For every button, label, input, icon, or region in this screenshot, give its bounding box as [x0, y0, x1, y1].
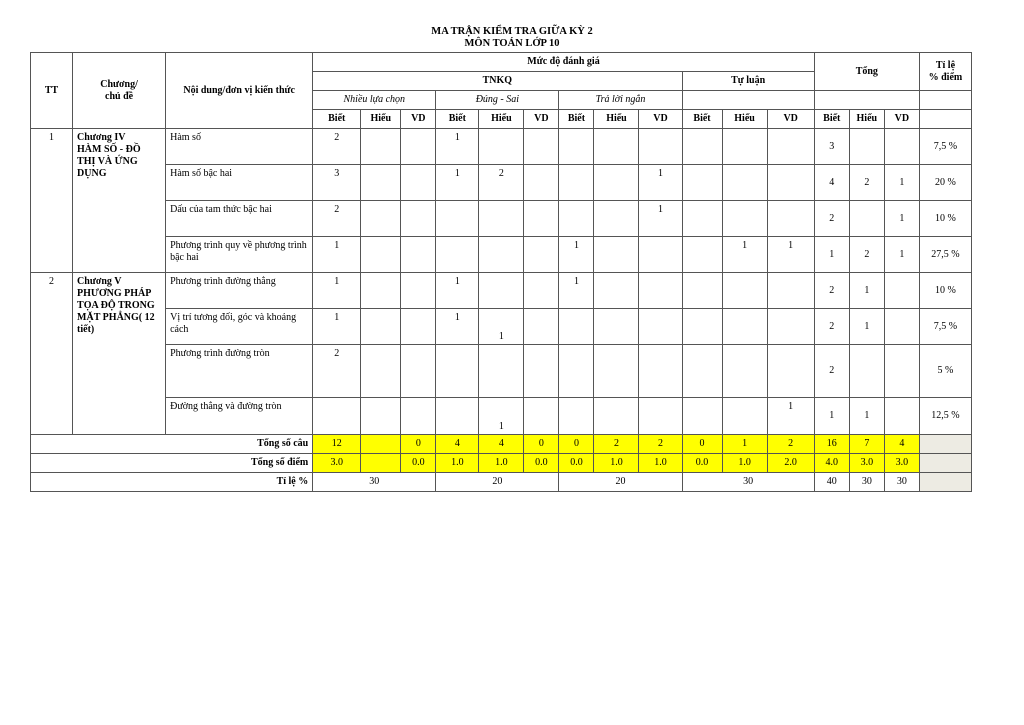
count-cell: 1: [479, 398, 524, 435]
ratio-cell: 7,5 %: [919, 309, 971, 345]
header-chapter: [73, 53, 166, 129]
header-blank: [814, 91, 919, 110]
count-cell: 1: [436, 273, 479, 309]
count-cell: [401, 129, 436, 165]
content-cell: Hàm số: [166, 129, 313, 165]
header-understand: Hiểu: [849, 110, 884, 129]
total-cell: 3: [814, 129, 849, 165]
total-cell: 1: [814, 237, 849, 273]
count-cell: [559, 165, 594, 201]
header-multiple-choice: Nhiều lựa chọn: [313, 91, 436, 110]
total-cell: [849, 201, 884, 237]
count-cell: [682, 201, 722, 237]
content-cell: Phương trình quy về phương trình bậc hai: [166, 237, 313, 273]
count-cell: [401, 237, 436, 273]
count-cell: [479, 345, 524, 398]
total-points-cell: 3.0: [849, 454, 884, 473]
total-points-cell: 0.0: [559, 454, 594, 473]
header-blank: [919, 91, 971, 110]
total-questions-cell: 2: [639, 435, 682, 454]
header-essay: Tự luận: [682, 72, 814, 91]
total-points-cell: 0.0: [401, 454, 436, 473]
count-cell: [436, 345, 479, 398]
count-cell: [559, 129, 594, 165]
header-apply: VD: [524, 110, 559, 129]
count-cell: [767, 129, 814, 165]
header-total: Tổng: [814, 53, 919, 91]
header-apply: VD: [884, 110, 919, 129]
total-cell: [884, 309, 919, 345]
count-cell: [524, 309, 559, 345]
header-ratio: [919, 53, 971, 91]
count-cell: [682, 237, 722, 273]
count-cell: [361, 273, 401, 309]
header-ratio-line1: Tỉ lệ: [935, 59, 956, 71]
count-cell: [594, 273, 639, 309]
ratio-cell: 7,5 %: [919, 129, 971, 165]
count-cell: [479, 273, 524, 309]
count-cell: [682, 309, 722, 345]
count-cell: [559, 309, 594, 345]
content-cell: Phương trình đường thẳng: [166, 273, 313, 309]
count-cell: [361, 129, 401, 165]
header-chapter-line1: Chương/: [100, 78, 138, 90]
total-points-cell: 1.0: [594, 454, 639, 473]
count-cell: 2: [479, 165, 524, 201]
count-cell: [401, 273, 436, 309]
chapter-cell: [73, 129, 166, 273]
count-cell: [401, 165, 436, 201]
header-apply: VD: [401, 110, 436, 129]
total-questions-blank: [919, 435, 971, 454]
total-cell: 1: [849, 398, 884, 435]
header-understand: Hiểu: [361, 110, 401, 129]
count-cell: 1: [559, 237, 594, 273]
total-questions-cell: 12: [313, 435, 361, 454]
ratio-label: Tỉ lệ %: [31, 473, 313, 492]
ratio-cell: 27,5 %: [919, 237, 971, 273]
count-cell: [722, 309, 767, 345]
count-cell: [361, 201, 401, 237]
header-know: Biết: [313, 110, 361, 129]
count-cell: [639, 237, 682, 273]
total-cell: [884, 273, 919, 309]
count-cell: [767, 345, 814, 398]
ratio-value-cell: 20: [436, 473, 559, 492]
total-points-cell: 2.0: [767, 454, 814, 473]
total-points-cell: 0.0: [524, 454, 559, 473]
ratio-cell: 10 %: [919, 273, 971, 309]
total-points-cell: 0.0: [682, 454, 722, 473]
total-points-cell: 4.0: [814, 454, 849, 473]
total-points-cell: [361, 454, 401, 473]
chapter-number: 1: [31, 129, 73, 273]
content-cell: Vị trí tương đối, góc và khoảng cách: [166, 309, 313, 345]
count-cell: [722, 345, 767, 398]
chapter-topic: PHƯƠNG PHÁP TỌA ĐỘ TRONG MẶT PHẲNG( 12 tiết): [77, 288, 155, 335]
total-points-cell: 1.0: [479, 454, 524, 473]
ratio-value-cell: 30: [849, 473, 884, 492]
total-cell: 2: [849, 165, 884, 201]
count-cell: [767, 273, 814, 309]
count-cell: 1: [436, 165, 479, 201]
header-understand: Hiểu: [479, 110, 524, 129]
document-title: MA TRẬN KIỂM TRA GIỮA KỲ 2: [431, 26, 593, 37]
header-content: Nội dung/đơn vị kiến thức: [166, 53, 313, 129]
header-true-false: Đúng - Sai: [436, 91, 559, 110]
count-cell: [524, 129, 559, 165]
ratio-cell: 5 %: [919, 345, 971, 398]
count-cell: [594, 237, 639, 273]
total-questions-cell: 0: [559, 435, 594, 454]
count-cell: 1: [436, 129, 479, 165]
count-cell: [524, 398, 559, 435]
total-cell: [884, 345, 919, 398]
count-cell: [594, 129, 639, 165]
ratio-value-cell: 20: [559, 473, 682, 492]
total-questions-cell: 1: [722, 435, 767, 454]
total-points-cell: 1.0: [639, 454, 682, 473]
count-cell: [361, 309, 401, 345]
content-cell: Dấu của tam thức bậc hai: [166, 201, 313, 237]
total-cell: [884, 129, 919, 165]
total-questions-cell: 7: [849, 435, 884, 454]
count-cell: [639, 129, 682, 165]
count-cell: [594, 345, 639, 398]
assessment-matrix-table: [30, 52, 972, 492]
count-cell: [682, 129, 722, 165]
ratio-cell: 20 %: [919, 165, 971, 201]
total-cell: 1: [814, 398, 849, 435]
total-cell: 2: [814, 345, 849, 398]
header-ratio-line2: % điểm: [928, 71, 963, 83]
total-questions-cell: [361, 435, 401, 454]
total-points-blank: [919, 454, 971, 473]
total-questions-cell: 16: [814, 435, 849, 454]
count-cell: [361, 398, 401, 435]
header-apply: VD: [639, 110, 682, 129]
total-questions-cell: 4: [884, 435, 919, 454]
count-cell: 1: [559, 273, 594, 309]
count-cell: [401, 201, 436, 237]
total-points-cell: 1.0: [436, 454, 479, 473]
count-cell: [767, 201, 814, 237]
count-cell: [361, 165, 401, 201]
count-cell: [594, 309, 639, 345]
count-cell: 1: [639, 165, 682, 201]
count-cell: 2: [313, 201, 361, 237]
chapter-topic: HÀM SỐ - ĐỒ THỊ VÀ ỨNG DỤNG: [77, 144, 141, 179]
header-understand: Hiểu: [722, 110, 767, 129]
count-cell: 2: [313, 129, 361, 165]
count-cell: 1: [767, 398, 814, 435]
count-cell: [436, 398, 479, 435]
count-cell: [682, 273, 722, 309]
total-questions-cell: 2: [767, 435, 814, 454]
header-chapter-line2: chủ đề: [105, 90, 134, 102]
total-points-cell: 1.0: [722, 454, 767, 473]
header-know: Biết: [682, 110, 722, 129]
ratio-value-cell: 30: [313, 473, 436, 492]
count-cell: [361, 345, 401, 398]
count-cell: 1: [313, 309, 361, 345]
total-cell: 1: [884, 165, 919, 201]
count-cell: 1: [313, 237, 361, 273]
header-tt: TT: [31, 53, 73, 129]
count-cell: [682, 165, 722, 201]
count-cell: 1: [767, 237, 814, 273]
content-cell: Đường thẳng và đường tròn: [166, 398, 313, 435]
count-cell: [479, 237, 524, 273]
header-know: Biết: [814, 110, 849, 129]
count-cell: 2: [313, 345, 361, 398]
count-cell: 1: [479, 309, 524, 345]
count-cell: 1: [639, 201, 682, 237]
total-points-cell: 3.0: [884, 454, 919, 473]
total-cell: 1: [884, 237, 919, 273]
chapter-cell: [73, 273, 166, 435]
count-cell: [524, 165, 559, 201]
count-cell: [594, 165, 639, 201]
total-questions-cell: 0: [682, 435, 722, 454]
count-cell: [401, 309, 436, 345]
total-questions-cell: 4: [436, 435, 479, 454]
content-cell: Phương trình đường tròn: [166, 345, 313, 398]
ratio-value-cell: 40: [814, 473, 849, 492]
total-cell: 1: [849, 273, 884, 309]
count-cell: [436, 201, 479, 237]
header-understand: Hiểu: [594, 110, 639, 129]
header-assessment-level: Mức độ đánh giá: [313, 53, 815, 72]
count-cell: [559, 398, 594, 435]
chapter-name: Chương IV: [77, 132, 126, 143]
count-cell: [479, 201, 524, 237]
count-cell: [524, 273, 559, 309]
count-cell: [639, 345, 682, 398]
count-cell: [639, 398, 682, 435]
total-cell: 1: [849, 309, 884, 345]
total-cell: 2: [814, 201, 849, 237]
total-questions-label: Tổng số câu: [31, 435, 313, 454]
total-points-label: Tổng số điểm: [31, 454, 313, 473]
header-know: Biết: [559, 110, 594, 129]
ratio-cell: 10 %: [919, 201, 971, 237]
total-cell: 2: [814, 309, 849, 345]
total-points-cell: 3.0: [313, 454, 361, 473]
count-cell: [639, 273, 682, 309]
total-cell: 1: [884, 201, 919, 237]
ratio-cell: 12,5 %: [919, 398, 971, 435]
count-cell: [524, 237, 559, 273]
chapter-number: 2: [31, 273, 73, 435]
count-cell: 3: [313, 165, 361, 201]
total-cell: 2: [814, 273, 849, 309]
total-questions-cell: 2: [594, 435, 639, 454]
count-cell: [524, 201, 559, 237]
ratio-blank: [919, 473, 971, 492]
count-cell: [401, 345, 436, 398]
count-cell: 1: [436, 309, 479, 345]
total-cell: [849, 345, 884, 398]
count-cell: [594, 398, 639, 435]
count-cell: [594, 201, 639, 237]
ratio-value-cell: 30: [682, 473, 814, 492]
header-blank: [682, 91, 814, 110]
count-cell: [722, 273, 767, 309]
count-cell: [767, 309, 814, 345]
header-apply: VD: [767, 110, 814, 129]
header-short-answer: Trả lời ngắn: [559, 91, 682, 110]
count-cell: [313, 398, 361, 435]
count-cell: [559, 345, 594, 398]
count-cell: [722, 398, 767, 435]
count-cell: [559, 201, 594, 237]
document-subtitle: MÔN TOÁN LỚP 10: [464, 38, 560, 49]
count-cell: [479, 129, 524, 165]
count-cell: [436, 237, 479, 273]
count-cell: [722, 129, 767, 165]
header-know: Biết: [436, 110, 479, 129]
count-cell: 1: [313, 273, 361, 309]
header-blank: [919, 110, 971, 129]
total-questions-cell: 0: [524, 435, 559, 454]
count-cell: [639, 309, 682, 345]
count-cell: [682, 345, 722, 398]
count-cell: 1: [722, 237, 767, 273]
chapter-name: Chương V: [77, 276, 122, 287]
total-cell: 4: [814, 165, 849, 201]
total-questions-cell: 4: [479, 435, 524, 454]
count-cell: [401, 398, 436, 435]
count-cell: [767, 165, 814, 201]
total-cell: [884, 398, 919, 435]
total-cell: 2: [849, 237, 884, 273]
header-tnkq: TNKQ: [313, 72, 682, 91]
total-questions-cell: 0: [401, 435, 436, 454]
count-cell: [361, 237, 401, 273]
count-cell: [722, 201, 767, 237]
count-cell: [682, 398, 722, 435]
count-cell: [722, 165, 767, 201]
count-cell: [524, 345, 559, 398]
total-cell: [849, 129, 884, 165]
ratio-value-cell: 30: [884, 473, 919, 492]
content-cell: Hàm số bậc hai: [166, 165, 313, 201]
